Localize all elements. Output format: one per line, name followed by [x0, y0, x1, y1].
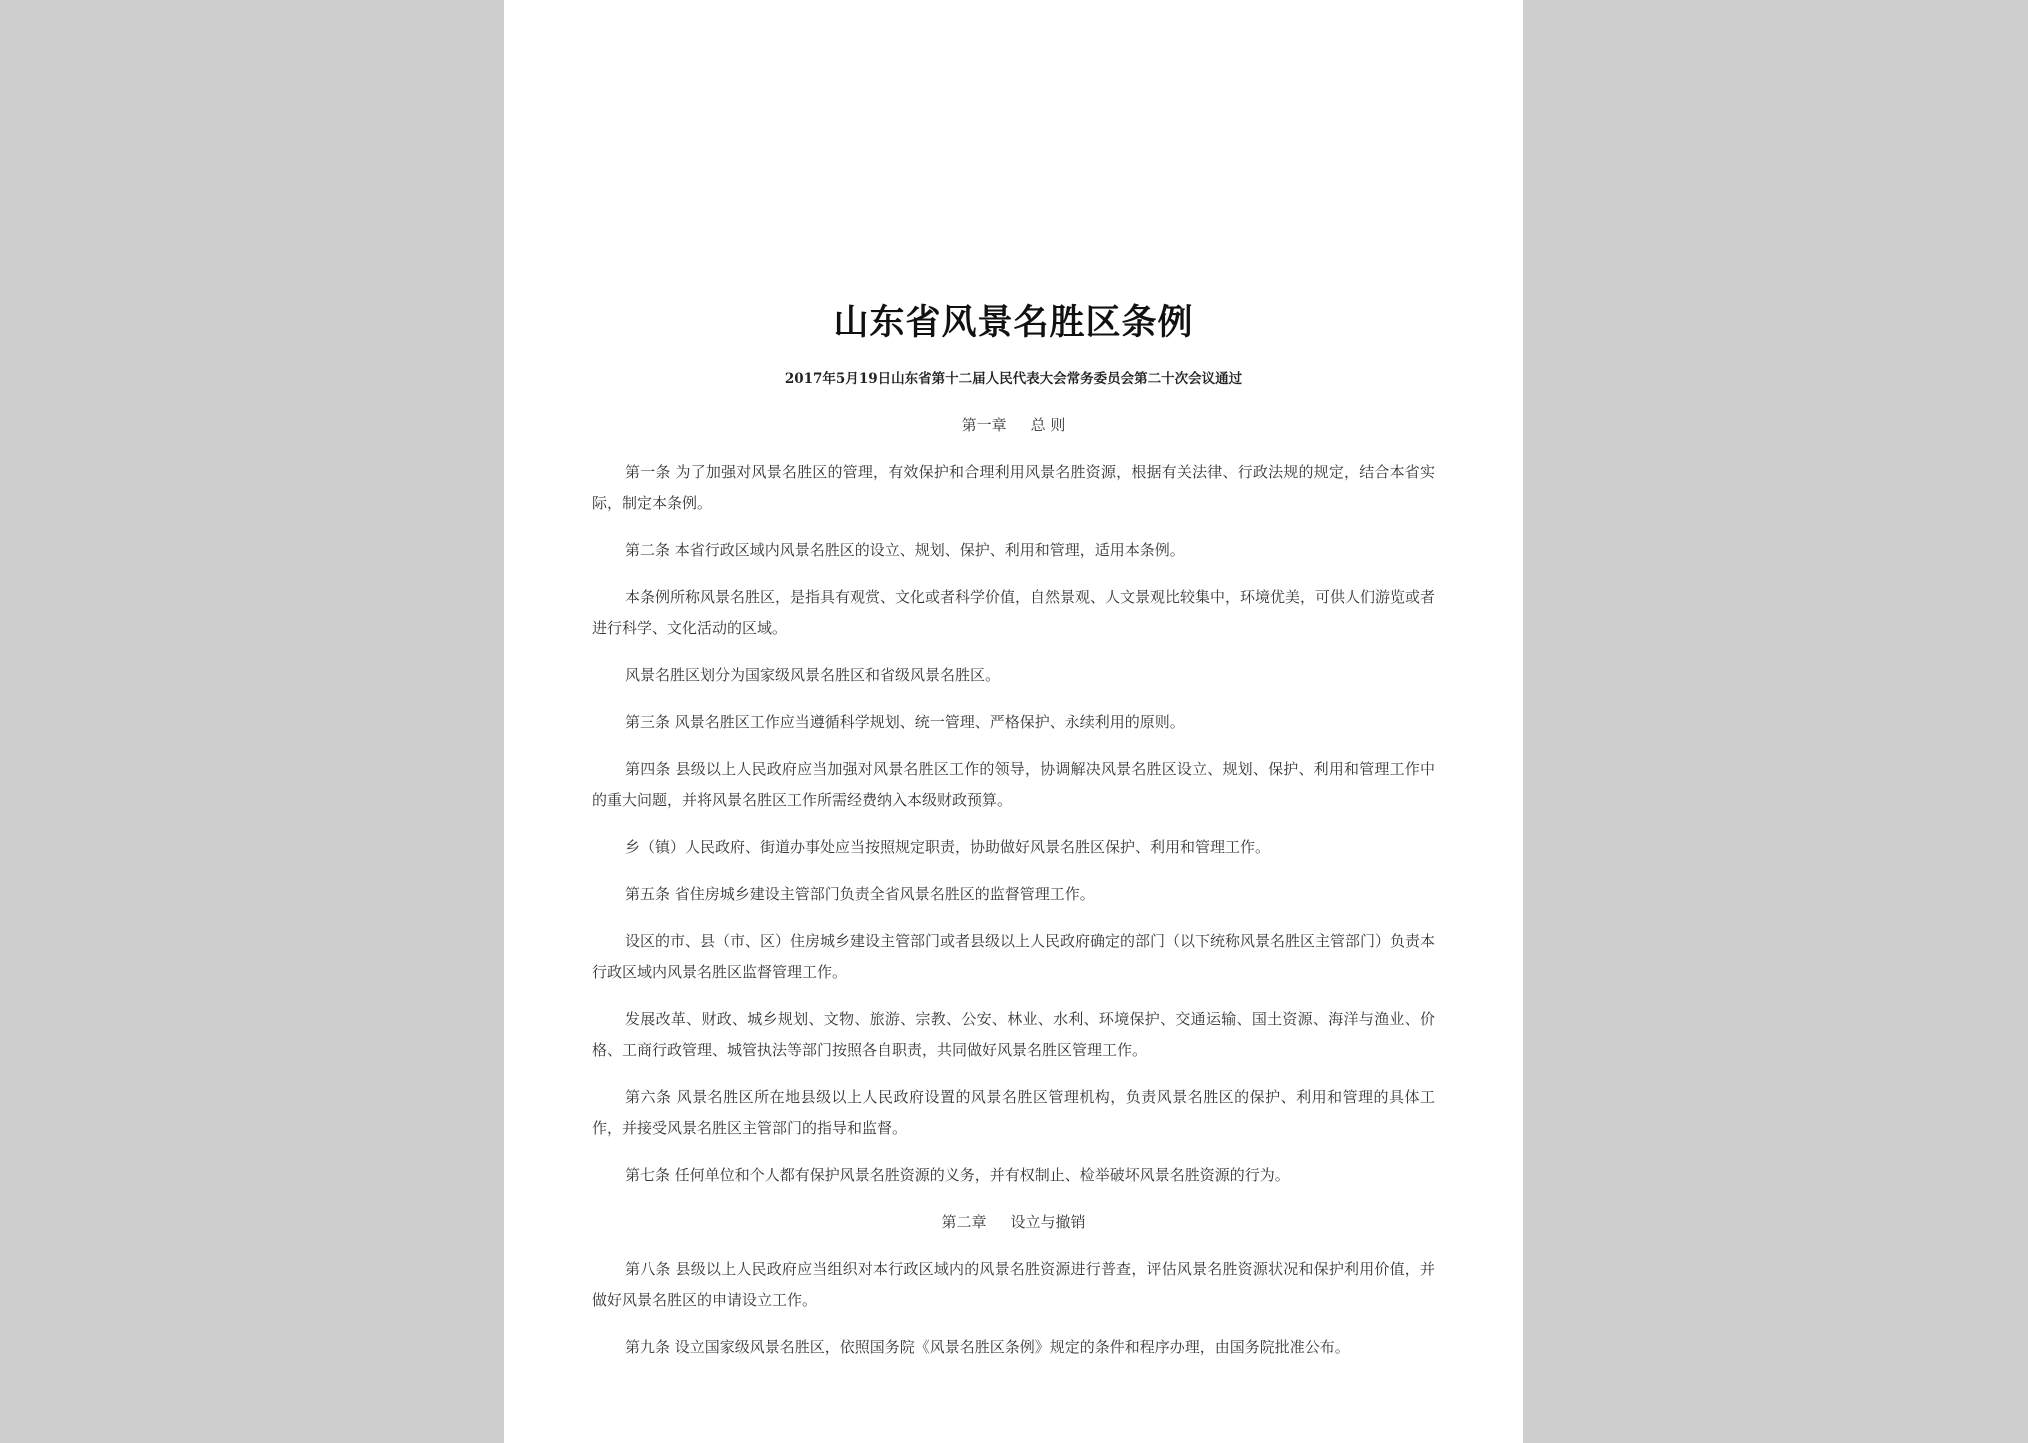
- paragraph: 第一条 为了加强对风景名胜区的管理，有效保护和合理利用风景名胜资源，根据有关法律、行政法规的规定，结合本省实际，制定本条例。: [592, 463, 1435, 512]
- chapter-name: 设立与撤销: [1010, 1213, 1086, 1231]
- paragraph: 设区的市、县（市、区）住房城乡建设主管部门或者县级以上人民政府确定的部门（以下统称风景名胜区主管部门）负责本行政区域内风景名胜区监督管理工作。: [592, 932, 1436, 981]
- paragraph: 第五条 省住房城乡建设主管部门负责全省风景名胜区的监督管理工作。: [625, 885, 1095, 903]
- paragraph: 发展改革、财政、城乡规划、文物、旅游、宗教、公安、林业、水利、环境保护、交通运输、国土资源、海洋与渔业、价格、工商行政管理、城管执法等部门按照各自职责，共同做好风景名胜区管理工作。: [592, 1010, 1435, 1059]
- paragraph: 第二条 本省行政区域内风景名胜区的设立、规划、保护、利用和管理，适用本条例。: [625, 541, 1185, 559]
- paragraph: 第三条 风景名胜区工作应当遵循科学规划、统一管理、严格保护、永续利用的原则。: [625, 713, 1185, 731]
- chapter-name: 总 则: [1030, 416, 1066, 434]
- paragraph: 本条例所称风景名胜区，是指具有观赏、文化或者科学价值，自然景观、人文景观比较集中，环境优美，可供人们游览或者进行科学、文化活动的区域。: [592, 588, 1436, 637]
- paragraph: 第四条 县级以上人民政府应当加强对风景名胜区工作的领导，协调解决风景名胜区设立、规划、保护、利用和管理工作中的重大问题，并将风景名胜区工作所需经费纳入本级财政预算。: [592, 760, 1435, 809]
- paragraph: 第六条 风景名胜区所在地县级以上人民政府设置的风景名胜区管理机构，负责风景名胜区的保护、利用和管理的具体工作，并接受风景名胜区主管部门的指导和监督。: [592, 1088, 1435, 1137]
- paragraph: 第八条 县级以上人民政府应当组织对本行政区域内的风景名胜资源进行普查，评估风景名胜资源状况和保护利用价值，并做好风景名胜区的申请设立工作。: [592, 1260, 1435, 1309]
- chapter-number: 第一章: [961, 416, 1007, 434]
- paragraph: 第七条 任何单位和个人都有保护风景名胜资源的义务，并有权制止、检举破坏风景名胜资源的行为。: [625, 1166, 1290, 1184]
- document-page: [504, 0, 1523, 1443]
- chapter-heading: [592, 410, 1435, 441]
- chapter-number: 第二章: [941, 1213, 987, 1231]
- paragraph: 乡（镇）人民政府、街道办事处应当按照规定职责，协助做好风景名胜区保护、利用和管理工作。: [625, 838, 1271, 856]
- document-body: [592, 410, 1435, 1379]
- document-title: 山东省风景名胜区条例: [833, 302, 1194, 343]
- document-subtitle: 2017年5月19日山东省第十二届人民代表大会常务委员会第二十次会议通过: [784, 371, 1243, 387]
- paragraph: 风景名胜区划分为国家级风景名胜区和省级风景名胜区。: [625, 666, 1001, 684]
- chapter-heading: [592, 1207, 1435, 1238]
- paragraph: 第九条 设立国家级风景名胜区，依照国务院《风景名胜区条例》规定的条件和程序办理，由国务院批准公布。: [625, 1338, 1350, 1356]
